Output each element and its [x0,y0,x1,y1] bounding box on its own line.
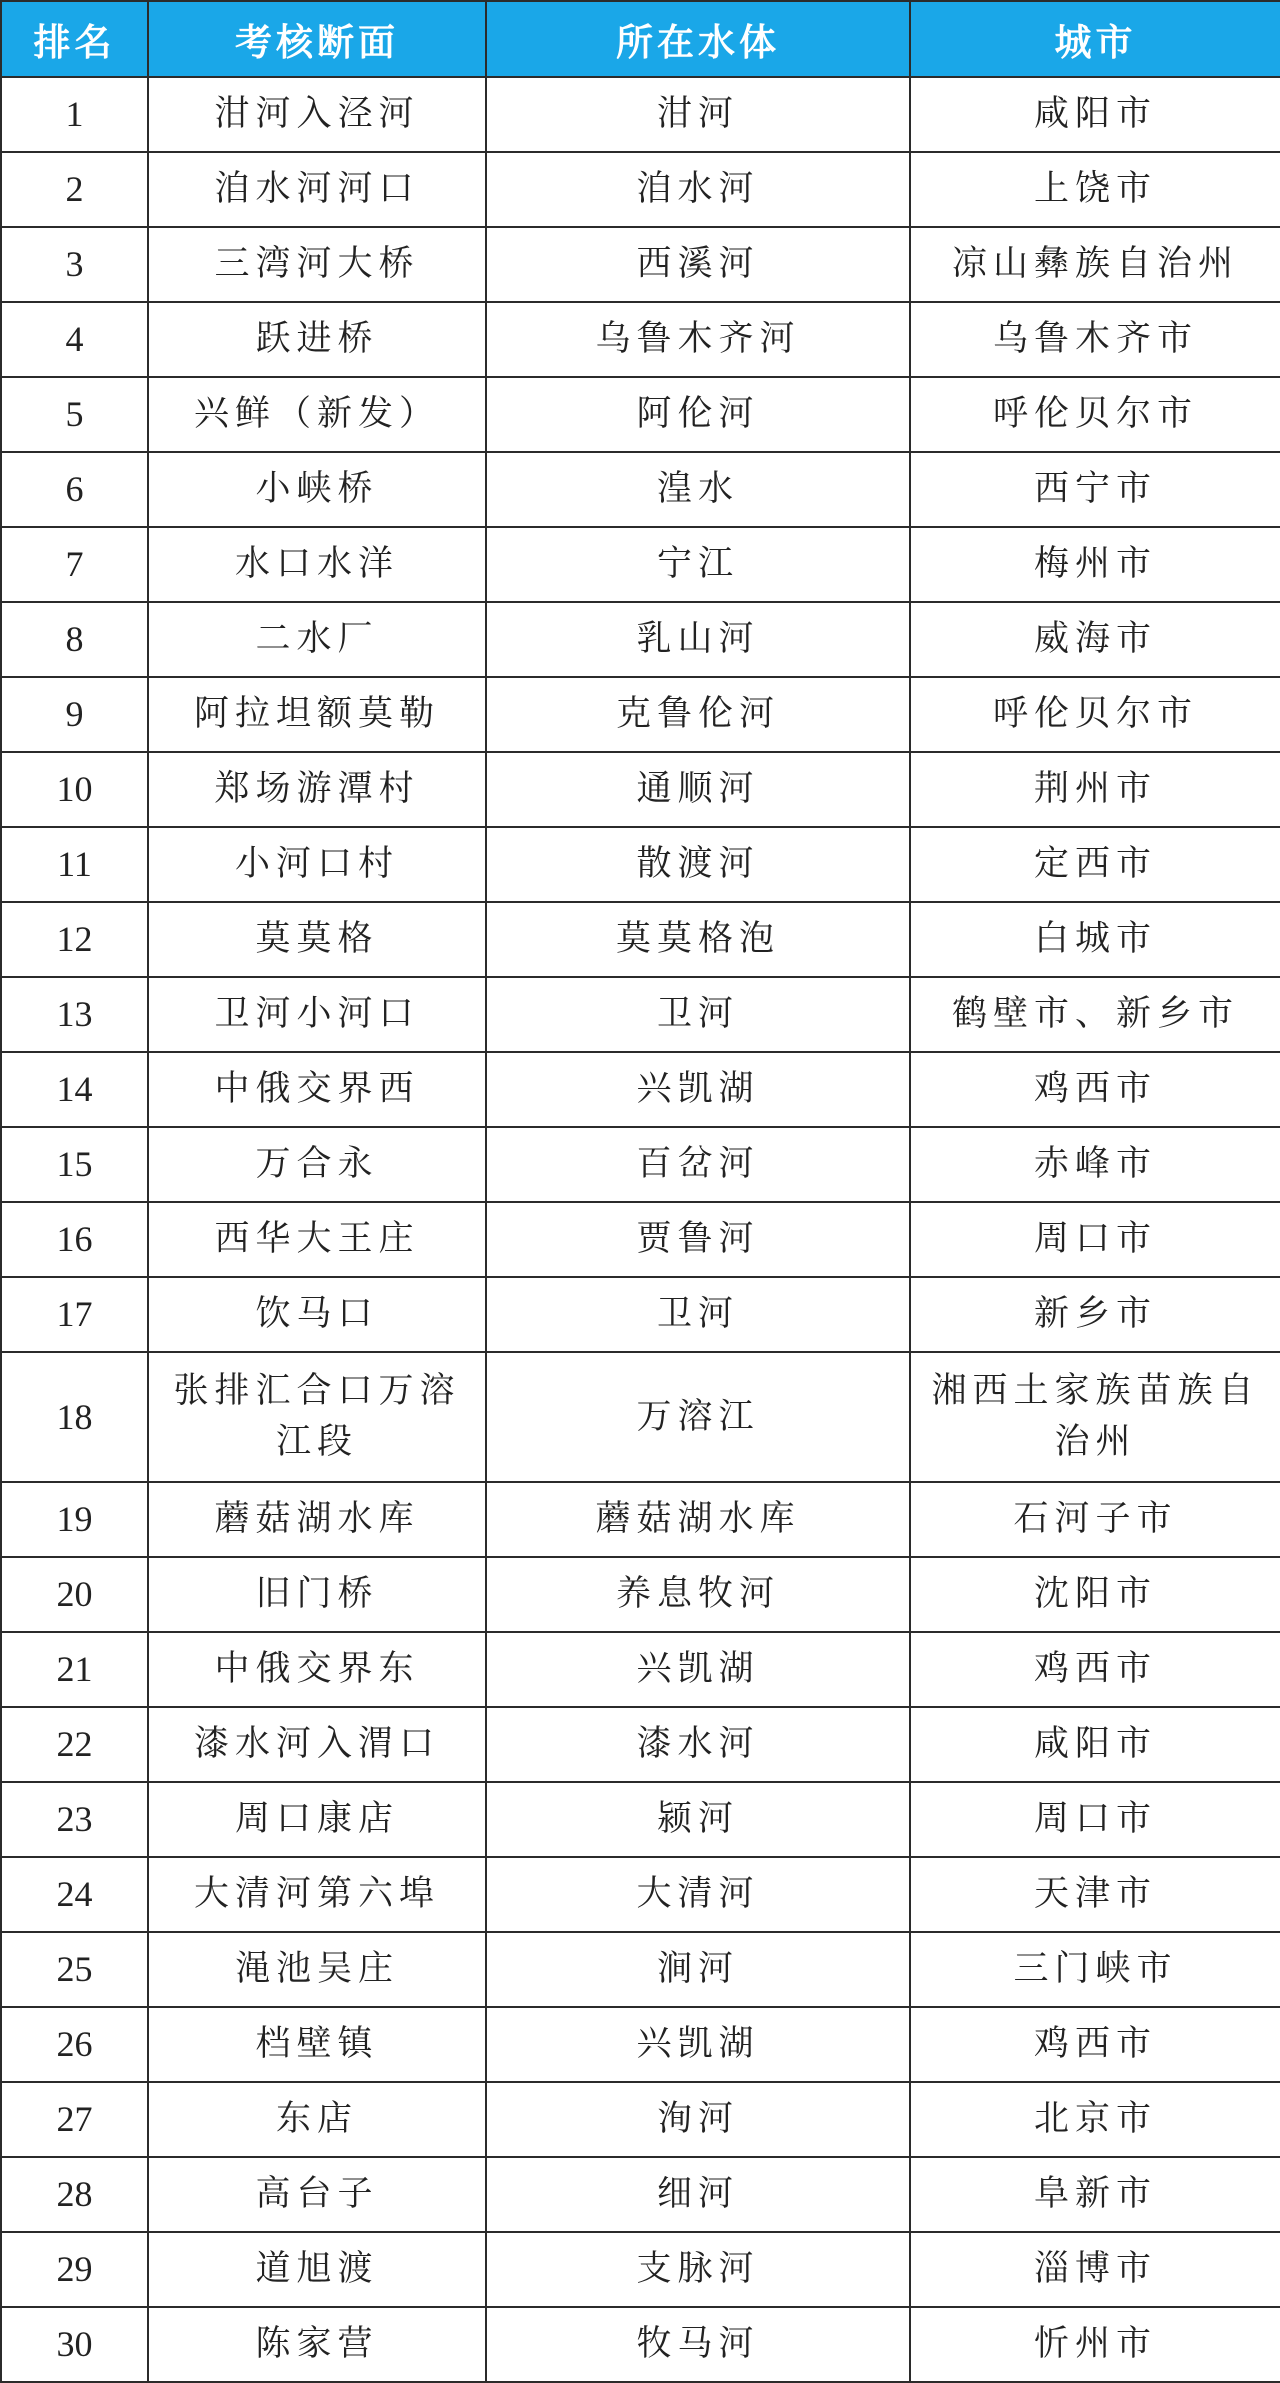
cell-section: 中俄交界东 [148,1632,486,1707]
table-row [1,1127,1280,1202]
cell-city: 鸡西市 [910,1632,1280,1707]
cell-section: 中俄交界西 [148,1052,486,1127]
table-row [1,1707,1280,1782]
cell-rank: 16 [1,1202,148,1277]
cell-section: 泔河入泾河 [148,77,486,152]
header-section: 考核断面 [148,1,486,77]
cell-section: 莫莫格 [148,902,486,977]
table-row [1,827,1280,902]
cell-rank: 28 [1,2157,148,2232]
cell-water-body: 兴凯湖 [486,1632,910,1707]
header-water-body: 所在水体 [486,1,910,77]
table-row [1,1782,1280,1857]
cell-rank: 15 [1,1127,148,1202]
cell-rank: 3 [1,227,148,302]
table-row [1,1932,1280,2007]
table-row [1,77,1280,152]
cell-city: 新乡市 [910,1277,1280,1352]
cell-city: 威海市 [910,602,1280,677]
cell-section: 兴鲜（新发） [148,377,486,452]
cell-city: 周口市 [910,1202,1280,1277]
table-row [1,452,1280,527]
cell-city: 咸阳市 [910,77,1280,152]
cell-section: 漆水河入渭口 [148,1707,486,1782]
header-city: 城市 [910,1,1280,77]
cell-water-body: 卫河 [486,977,910,1052]
cell-section: 水口水洋 [148,527,486,602]
table-body [1,77,1280,2382]
cell-city: 西宁市 [910,452,1280,527]
table-row [1,152,1280,227]
cell-rank: 29 [1,2232,148,2307]
cell-water-body: 漆水河 [486,1707,910,1782]
table-row [1,902,1280,977]
cell-rank: 22 [1,1707,148,1782]
cell-water-body: 大清河 [486,1857,910,1932]
table-row [1,302,1280,377]
cell-water-body: 细河 [486,2157,910,2232]
cell-city: 荆州市 [910,752,1280,827]
cell-rank: 20 [1,1557,148,1632]
cell-city: 呼伦贝尔市 [910,677,1280,752]
cell-rank: 5 [1,377,148,452]
cell-rank: 23 [1,1782,148,1857]
cell-water-body: 莫莫格泡 [486,902,910,977]
header-row [1,1,1280,77]
cell-section: 蘑菇湖水库 [148,1482,486,1557]
table-row [1,1352,1280,1482]
cell-rank: 26 [1,2007,148,2082]
cell-city: 周口市 [910,1782,1280,1857]
cell-section: 小河口村 [148,827,486,902]
cell-city: 上饶市 [910,152,1280,227]
cell-rank: 21 [1,1632,148,1707]
cell-water-body: 涧河 [486,1932,910,2007]
cell-city: 淄博市 [910,2232,1280,2307]
cell-water-body: 宁江 [486,527,910,602]
cell-rank: 8 [1,602,148,677]
cell-water-body: 兴凯湖 [486,2007,910,2082]
cell-water-body: 兴凯湖 [486,1052,910,1127]
table-row [1,2157,1280,2232]
cell-rank: 11 [1,827,148,902]
cell-water-body: 养息牧河 [486,1557,910,1632]
table-row [1,2007,1280,2082]
table-row [1,752,1280,827]
cell-section: 周口康店 [148,1782,486,1857]
cell-section: 万合永 [148,1127,486,1202]
cell-section: 旧门桥 [148,1557,486,1632]
cell-rank: 1 [1,77,148,152]
cell-city: 咸阳市 [910,1707,1280,1782]
cell-section: 小峡桥 [148,452,486,527]
cell-rank: 10 [1,752,148,827]
cell-water-body: 通顺河 [486,752,910,827]
table-row [1,602,1280,677]
table-row [1,1202,1280,1277]
table-row [1,1557,1280,1632]
cell-section: 东店 [148,2082,486,2157]
cell-section: 高台子 [148,2157,486,2232]
cell-city: 呼伦贝尔市 [910,377,1280,452]
cell-rank: 14 [1,1052,148,1127]
cell-rank: 12 [1,902,148,977]
cell-city: 沈阳市 [910,1557,1280,1632]
table-row [1,227,1280,302]
cell-water-body: 百岔河 [486,1127,910,1202]
table-row [1,1052,1280,1127]
cell-city: 凉山彝族自治州 [910,227,1280,302]
cell-section: 陈家营 [148,2307,486,2382]
cell-water-body: 牧马河 [486,2307,910,2382]
cell-water-body: 支脉河 [486,2232,910,2307]
cell-water-body: 蘑菇湖水库 [486,1482,910,1557]
cell-city: 北京市 [910,2082,1280,2157]
cell-city: 天津市 [910,1857,1280,1932]
cell-city: 乌鲁木齐市 [910,302,1280,377]
cell-rank: 2 [1,152,148,227]
cell-rank: 19 [1,1482,148,1557]
cell-water-body: 阿伦河 [486,377,910,452]
cell-section: 饮马口 [148,1277,486,1352]
cell-city: 鹤壁市、新乡市 [910,977,1280,1052]
cell-city: 白城市 [910,902,1280,977]
cell-rank: 30 [1,2307,148,2382]
table-header [1,1,1280,77]
cell-city: 梅州市 [910,527,1280,602]
cell-section: 道旭渡 [148,2232,486,2307]
table-row [1,2232,1280,2307]
table-row [1,1857,1280,1932]
cell-water-body: 克鲁伦河 [486,677,910,752]
cell-rank: 6 [1,452,148,527]
cell-rank: 18 [1,1352,148,1482]
cell-section: 三湾河大桥 [148,227,486,302]
cell-rank: 13 [1,977,148,1052]
cell-water-body: 西溪河 [486,227,910,302]
cell-rank: 25 [1,1932,148,2007]
cell-city: 湘西土家族苗族自治州 [910,1352,1280,1482]
table-row [1,1277,1280,1352]
cell-water-body: 颍河 [486,1782,910,1857]
cell-city: 鸡西市 [910,2007,1280,2082]
cell-section: 二水厂 [148,602,486,677]
cell-section: 西华大王庄 [148,1202,486,1277]
table-row [1,677,1280,752]
cell-water-body: 洎水河 [486,152,910,227]
cell-section: 洎水河河口 [148,152,486,227]
table-row [1,377,1280,452]
cell-water-body: 卫河 [486,1277,910,1352]
cell-section: 渑池吴庄 [148,1932,486,2007]
cell-rank: 24 [1,1857,148,1932]
cell-rank: 9 [1,677,148,752]
cell-section: 郑场游潭村 [148,752,486,827]
cell-section: 张排汇合口万溶江段 [148,1352,486,1482]
table-row [1,527,1280,602]
cell-rank: 4 [1,302,148,377]
cell-city: 石河子市 [910,1482,1280,1557]
cell-city: 阜新市 [910,2157,1280,2232]
cell-city: 赤峰市 [910,1127,1280,1202]
cell-water-body: 洵河 [486,2082,910,2157]
cell-water-body: 贾鲁河 [486,1202,910,1277]
cell-rank: 7 [1,527,148,602]
cell-section: 大清河第六埠 [148,1857,486,1932]
cell-city: 三门峡市 [910,1932,1280,2007]
cell-city: 忻州市 [910,2307,1280,2382]
table-row [1,1632,1280,1707]
cell-section: 卫河小河口 [148,977,486,1052]
table-row [1,977,1280,1052]
cell-section: 阿拉坦额莫勒 [148,677,486,752]
cell-section: 档壁镇 [148,2007,486,2082]
cell-city: 鸡西市 [910,1052,1280,1127]
cell-rank: 17 [1,1277,148,1352]
cell-water-body: 万溶江 [486,1352,910,1482]
cell-section: 跃进桥 [148,302,486,377]
table-row [1,1482,1280,1557]
cell-water-body: 泔河 [486,77,910,152]
header-rank: 排名 [1,1,148,77]
cell-water-body: 散渡河 [486,827,910,902]
table-row [1,2307,1280,2382]
cell-water-body: 乌鲁木齐河 [486,302,910,377]
cell-city: 定西市 [910,827,1280,902]
cell-water-body: 乳山河 [486,602,910,677]
cell-rank: 27 [1,2082,148,2157]
table-row [1,2082,1280,2157]
cell-water-body: 湟水 [486,452,910,527]
